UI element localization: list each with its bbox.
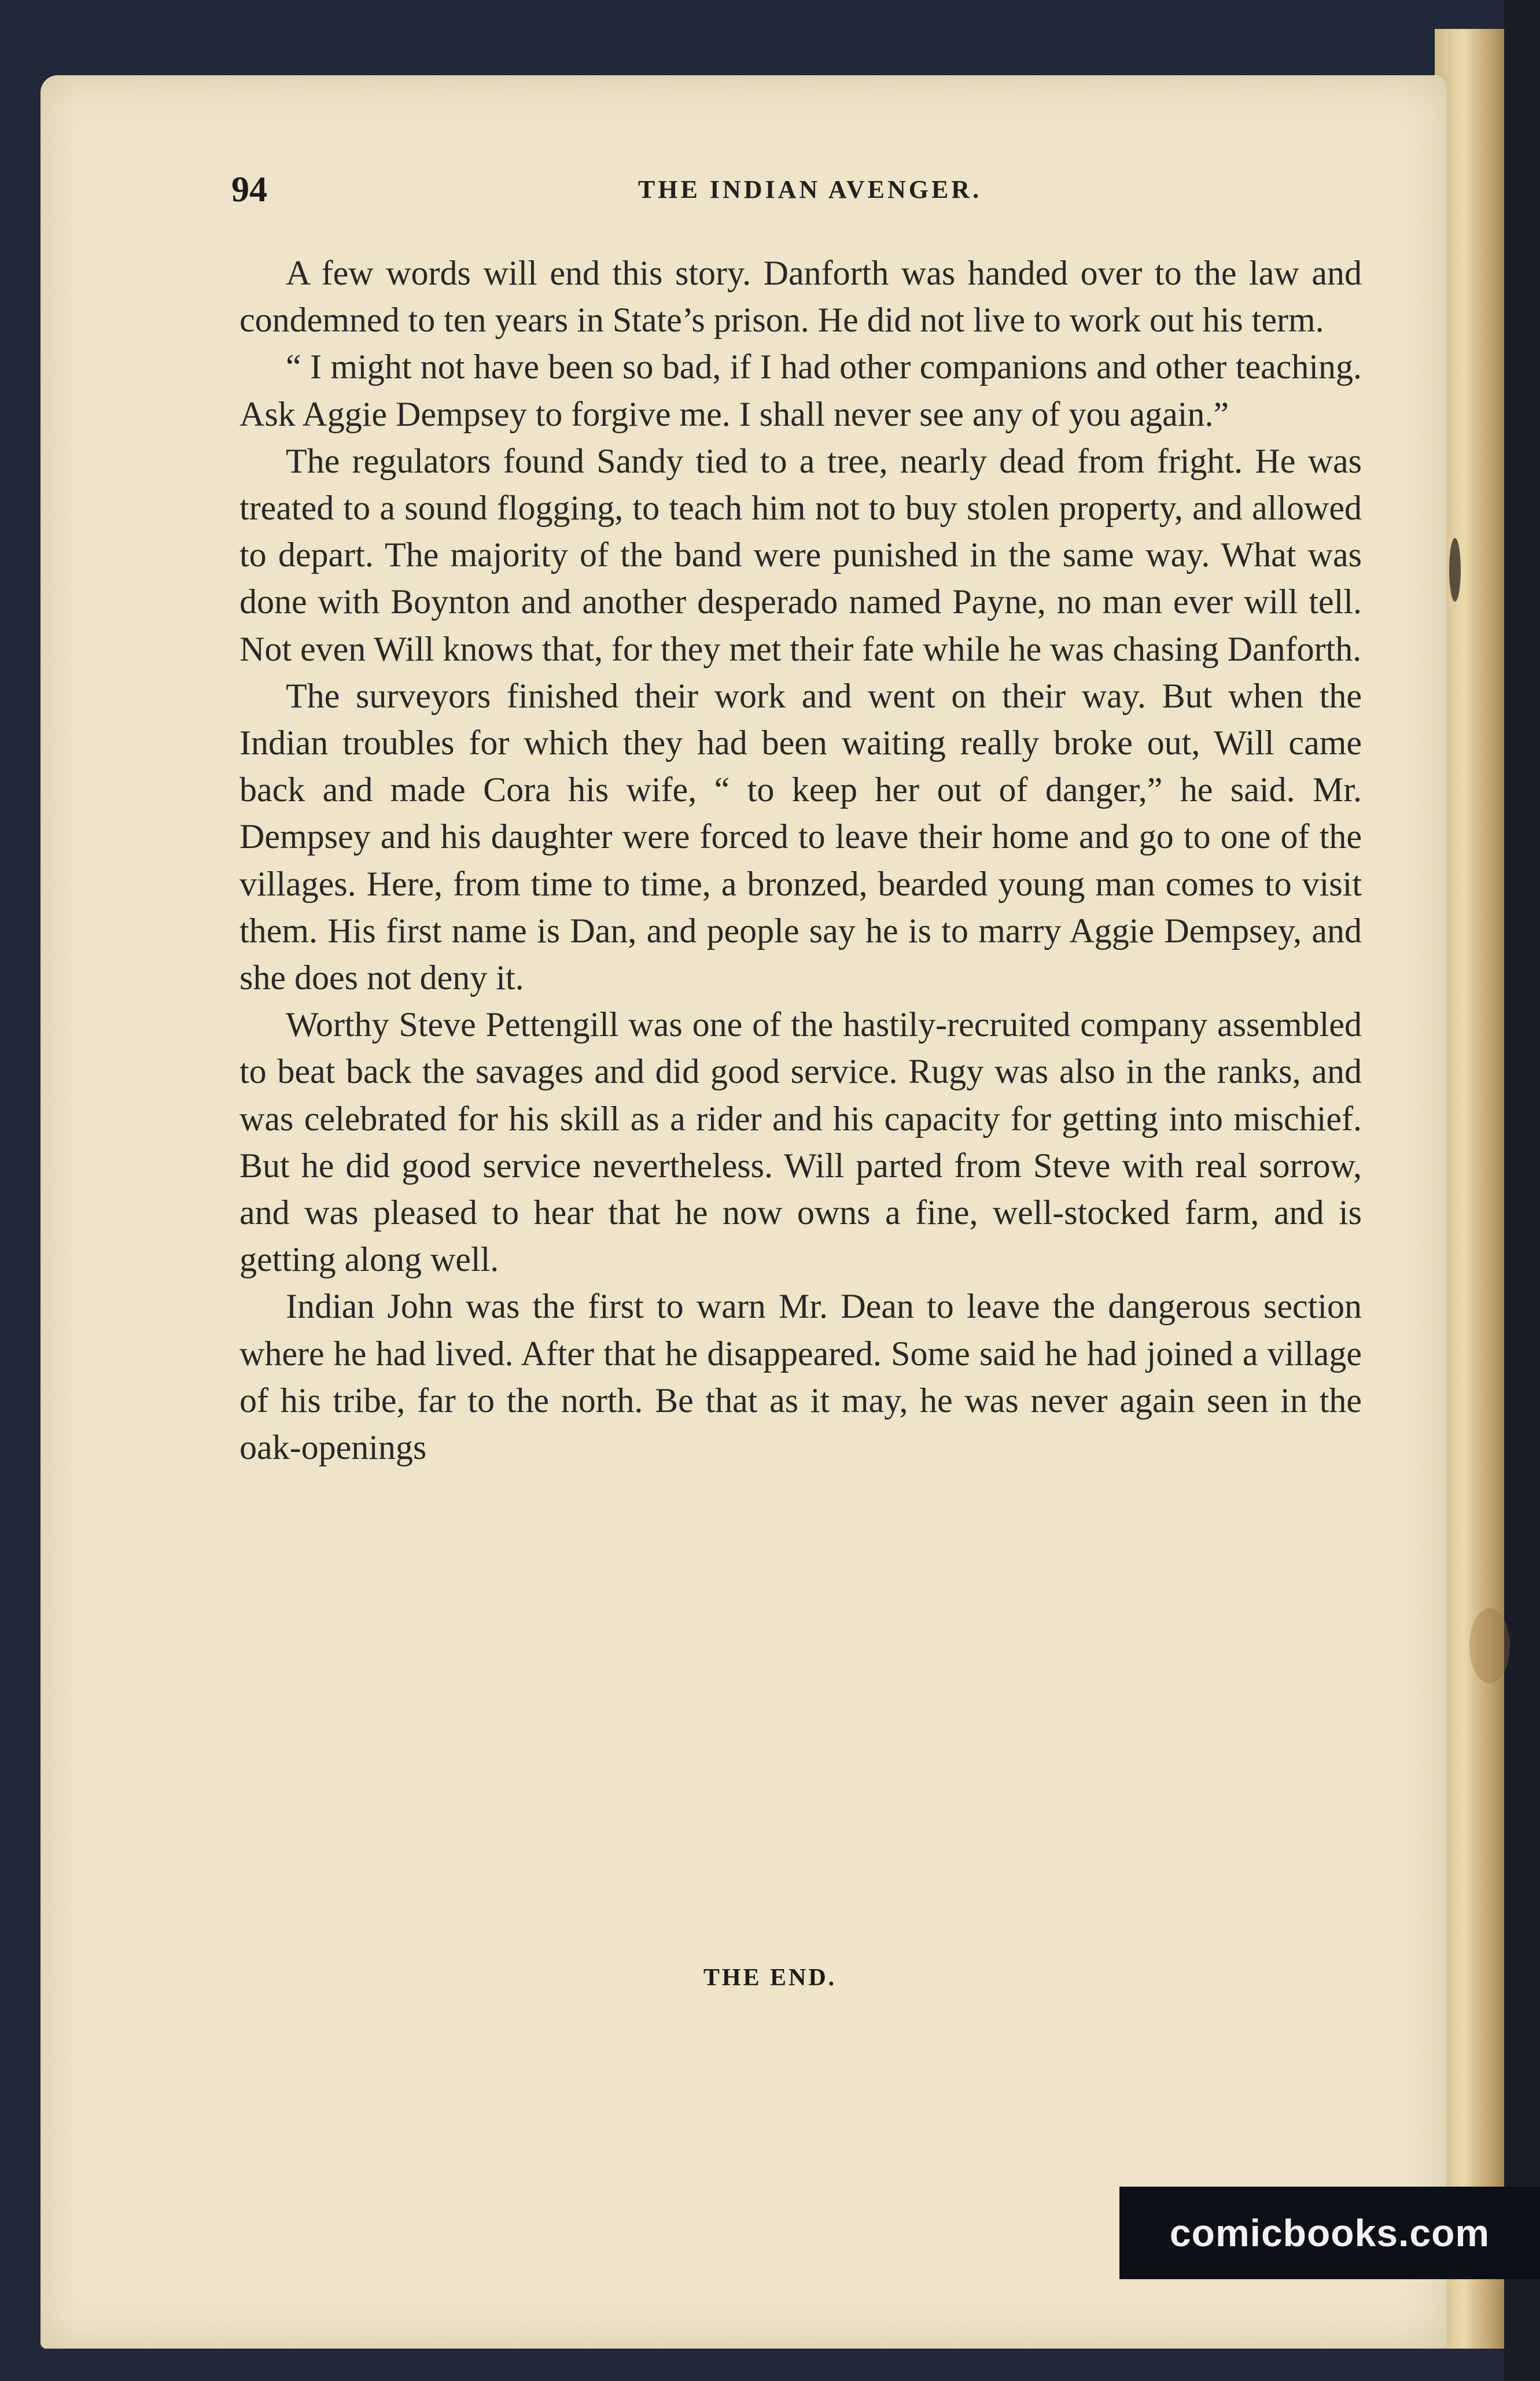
page-number: 94 bbox=[231, 170, 267, 209]
book-edge bbox=[1504, 0, 1540, 2381]
paper-stain bbox=[1449, 538, 1461, 602]
body-text bbox=[240, 250, 1362, 1471]
running-title: THE INDIAN AVENGER. bbox=[638, 175, 982, 204]
paragraph: “ I might not have been so bad, if I had other companions and other teaching. Ask Aggie Dempsey to forgive me. I shall never see any of you again.” bbox=[240, 348, 1362, 433]
paragraph: Worthy Steve Pettengill was one of the hastily-recruited company assembled to beat back the savages and did good service. Rugy was also in the ranks, and was celebrated for his skill as a rider and his capacity for getting into mischief. But he did good service nevertheless. Will parted from Steve with real sorrow, and was pleased to hear that he now owns a fine, well-stocked farm, and is getting along well. bbox=[240, 1005, 1362, 1279]
paper-stain bbox=[1469, 1608, 1510, 1683]
running-header bbox=[231, 167, 1388, 213]
book-spine bbox=[1435, 29, 1516, 2349]
paragraph: The surveyors finished their work and went on their way. But when the Indian troubles for which they had been waiting really broke out, Will came back and made Cora his wife, “ to keep her out of danger,” he said. Mr. Dempsey and his daughter were forced to leave their home and go to one of the villages. Here, from time to time, a bronzed, bearded young man comes to visit them. His first name is Dan, and people say he is to marry Aggie Dempsey, and she does not deny it. bbox=[240, 676, 1362, 997]
paragraph: Indian John was the first to warn Mr. Dean to leave the dangerous section where he had lived. After that he disappeared. Some said he had joined a village of his tribe, far to the north. Be that as it may, he was never again seen in the oak-openings bbox=[240, 1287, 1362, 1467]
watermark-badge bbox=[1119, 2187, 1540, 2279]
the-end-label: THE END. bbox=[703, 1964, 837, 1991]
paragraph: The regulators found Sandy tied to a tree, nearly dead from fright. He was treated to a sound flogging, to teach him not to buy stolen property, and allowed to depart. The majority of the band were punished in the same way. What was done with Boynton and another desperado named Payne, no man ever will tell. Not even Will knows that, for they met their fate while he was chasing Danforth. bbox=[240, 441, 1362, 668]
paragraph: A few words will end this story. Danforth was handed over to the law and condemned to ten years in State’s prison. He did not live to work out his term. bbox=[240, 254, 1362, 340]
watermark-text: comicbooks.com bbox=[1169, 2212, 1490, 2254]
